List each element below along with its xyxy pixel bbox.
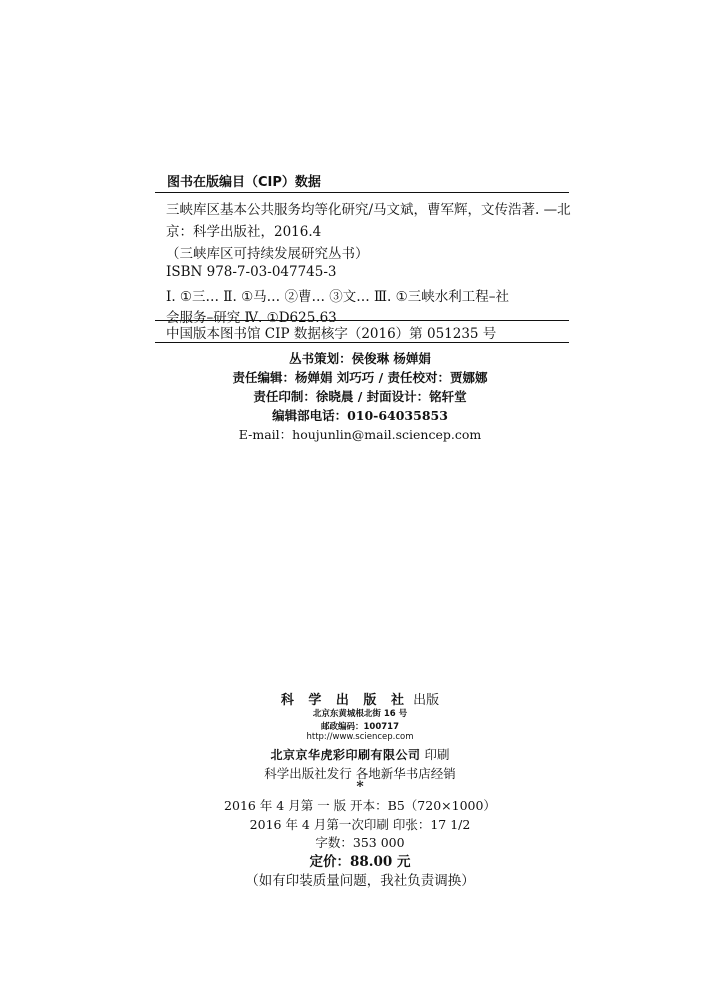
- printer-suffix: 印刷: [424, 747, 450, 762]
- publisher-postcode: 邮政编码：100717: [321, 722, 399, 732]
- cip-line: Ⅰ. ①三… Ⅱ. ①马… ②曹… ③文… Ⅲ. ①三峡水利工程–社: [166, 289, 509, 305]
- publisher-website: http://www.sciencep.com: [306, 732, 414, 742]
- cip-line: 三峡库区基本公共服务均等化研究/马文斌，曹军辉，文传浩著. —北: [166, 202, 571, 218]
- price: 定价：88.00 元: [309, 854, 411, 870]
- printing-line: 2016 年 4 月第一次印刷 印张：17 1/2: [249, 817, 471, 832]
- cip-data-number: 中国版本图书馆 CIP 数据核字（2016）第 051235 号: [166, 326, 497, 342]
- publisher-name: 科 学 出 版 社: [280, 693, 409, 708]
- publisher-address: 北京东黄城根北街 16 号: [312, 709, 408, 719]
- series-planner: 丛书策划：侯俊琳 杨婵娟: [289, 351, 431, 366]
- cip-line: 京：科学出版社，2016.4: [166, 224, 322, 240]
- publisher-suffix: 出版: [413, 693, 440, 708]
- cip-top-rule: [155, 192, 569, 193]
- publisher-line: [0, 689, 720, 708]
- cip-line: （三峡库区可持续发展研究丛书）: [166, 246, 369, 262]
- email: E-mail：houjunlin@mail.sciencep.com: [238, 427, 482, 442]
- printer-name: 北京京华虎彩印刷有限公司: [270, 748, 421, 762]
- separator-star: *: [356, 779, 364, 795]
- word-count: 字数：353 000: [315, 835, 405, 850]
- printer-line: [0, 745, 720, 763]
- distribution: 科学出版社发行 各地新华书店经销: [264, 766, 456, 781]
- cip-title: 图书在版编目（CIP）数据: [167, 175, 321, 190]
- editors: 责任编辑：杨婵娟 刘巧巧 / 责任校对：贾娜娜: [232, 370, 488, 385]
- cip-middle-rule: [155, 320, 569, 321]
- cip-line: 会服务–研究 Ⅳ. ①D625.63: [166, 310, 337, 326]
- cip-bottom-rule: [155, 342, 569, 343]
- edition-line: 2016 年 4 月第 一 版 开本：B5（720×1000）: [224, 798, 496, 813]
- production-and-cover: 责任印制：徐晓晨 / 封面设计：铭轩堂: [253, 389, 467, 404]
- cip-line: ISBN 978-7-03-047745-3: [166, 264, 337, 280]
- editorial-phone: 编辑部电话：010-64035853: [272, 408, 448, 423]
- quality-notice: （如有印装质量问题，我社负责调换）: [245, 873, 475, 889]
